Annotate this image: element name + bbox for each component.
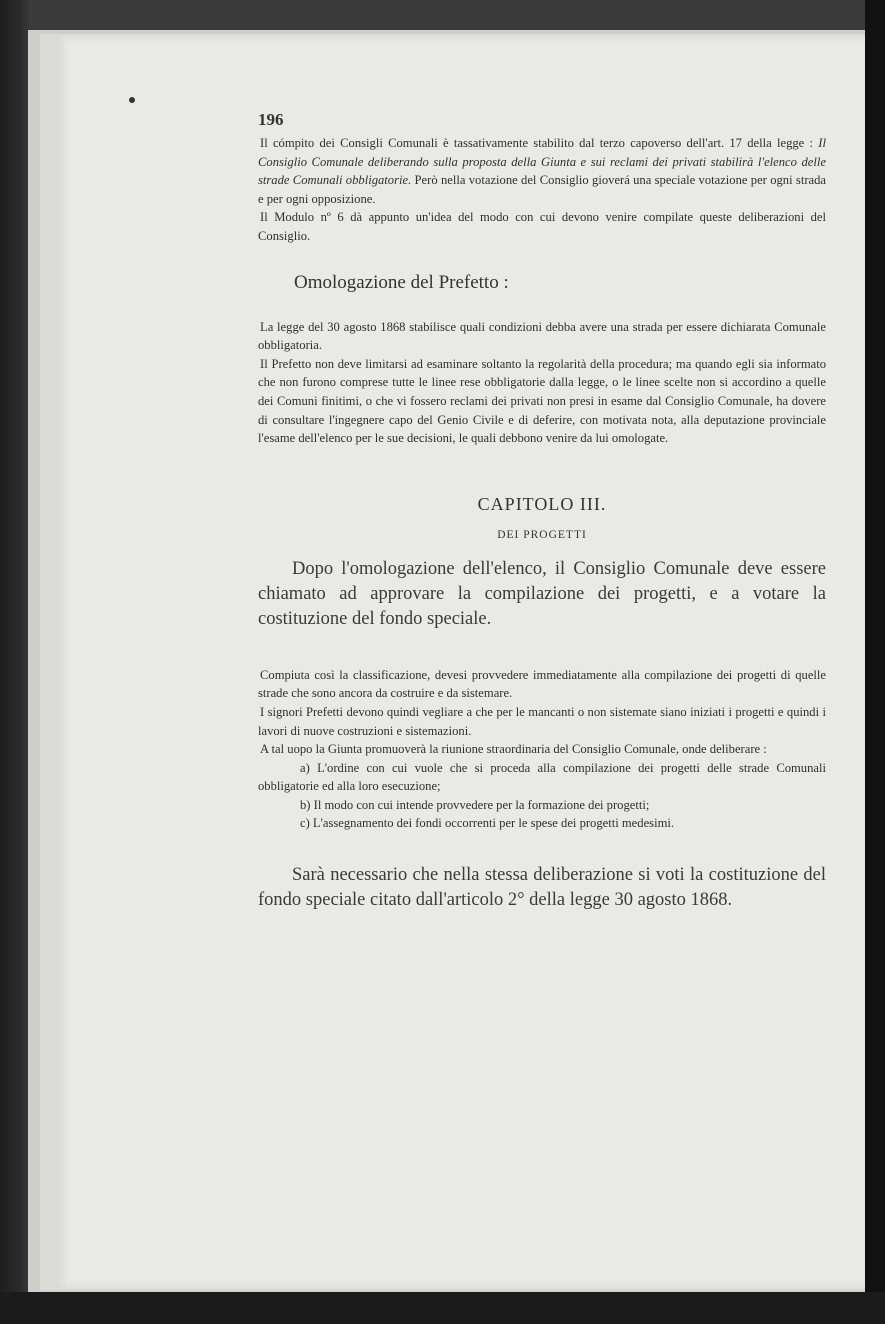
progetti-paragraph-1: Compiuta così la classificazione, devesi provvedere immediatamente alla compilazione dei progetti di quelle strade che sono ancora da costruire e da sistemare. bbox=[258, 667, 826, 701]
intro-italic-quote: Il Consiglio Comunale deliberando sulla proposta della Giunta e sui reclami dei privati stabilirà l'elenco delle strade Comunali obbligatorie. bbox=[258, 136, 826, 188]
list-item-b: b) Il modo con cui intende provvedere per la formazione dei progetti; bbox=[300, 797, 650, 812]
intro-paragraph-1 bbox=[258, 134, 826, 208]
list-item-a: a) L'ordine con cui vuole che si proceda alla compilazione dei progetti delle strade Comunali obbligatorie ed alla loro esecuzione; bbox=[258, 760, 826, 794]
progetti-paragraph-3: A tal uopo la Giunta promuoverà la riunione straordinaria del Consiglio Comunale, onde deliberare : bbox=[260, 742, 767, 757]
intro-text-b: Però nella votazione del Consiglio gioverá una speciale votazione per ogni strada e per ogni opposizione. bbox=[258, 173, 826, 206]
section-title: Omologazione del Prefetto : bbox=[294, 271, 509, 293]
list-item-c: c) L'assegnamento dei fondi occorrenti per le spese dei progetti medesimi. bbox=[300, 816, 675, 831]
omologazione-paragraph-1: La legge del 30 agosto 1868 stabilisce quali condizioni debba avere una strada per essere dichiarata Comunale obbligatoria. bbox=[258, 319, 826, 353]
page-content bbox=[258, 110, 826, 913]
ink-dot-mark bbox=[129, 97, 135, 103]
chapter-title: CAPITOLO III. bbox=[477, 493, 607, 514]
omologazione-paragraph-2: Il Prefetto non deve limitarsi ad esaminare soltanto la regolarità della procedura; ma quando egli sia informato che non furono comprese tutte le linee rese obbligatorie dalla legge, o le linee scelte non si accordino a quelle dei Comuni finitimi, o che vi fossero reclami dei privati non presi in esame dal Consiglio Comunale, ha dovere di consultare l'ingegnere capo del Genio Civile e di deferire, con motivata nota, alla deputazione provinciale l'esame dell'elenco per le sue decisioni, le quali debbono venire da lui omologate. bbox=[258, 356, 826, 446]
scan-border-right bbox=[865, 0, 885, 1324]
large-paragraph-2 bbox=[258, 863, 826, 913]
chapter-subtitle: DEI PROGETTI bbox=[497, 528, 587, 541]
large-paragraph-1 bbox=[258, 557, 826, 632]
large-paragraph-1-text: Dopo l'omologazione dell'elenco, il Consiglio Comunale deve essere chiamato ad approvare la compilazione dei progetti, e a votare la costituzione del fondo speciale. bbox=[258, 558, 826, 629]
large-paragraph-2-text: Sarà necessario che nella stessa deliberazione si voti la costituzione del fondo speciale citato dall'articolo 2° della legge 30 agosto 1868. bbox=[258, 865, 826, 911]
progetti-paragraph-2: I signori Prefetti devono quindi vegliare a che per le mancanti o non sistemate siano iniziati i progetti e quindi i lavori di nuove costruzioni e sistemazioni. bbox=[258, 704, 826, 738]
page-number: 196 bbox=[258, 110, 284, 129]
intro-text-a: Il cómpito dei Consigli Comunali è tassativamente stabilito dal terzo capoverso dell'art. 17 della legge : bbox=[260, 136, 819, 150]
scan-border-bottom bbox=[0, 1292, 885, 1324]
intro-paragraph-2: Il Modulo nº 6 dà appunto un'idea del modo con cui devono venire compilate queste deliberazioni del Consiglio. bbox=[258, 210, 826, 243]
